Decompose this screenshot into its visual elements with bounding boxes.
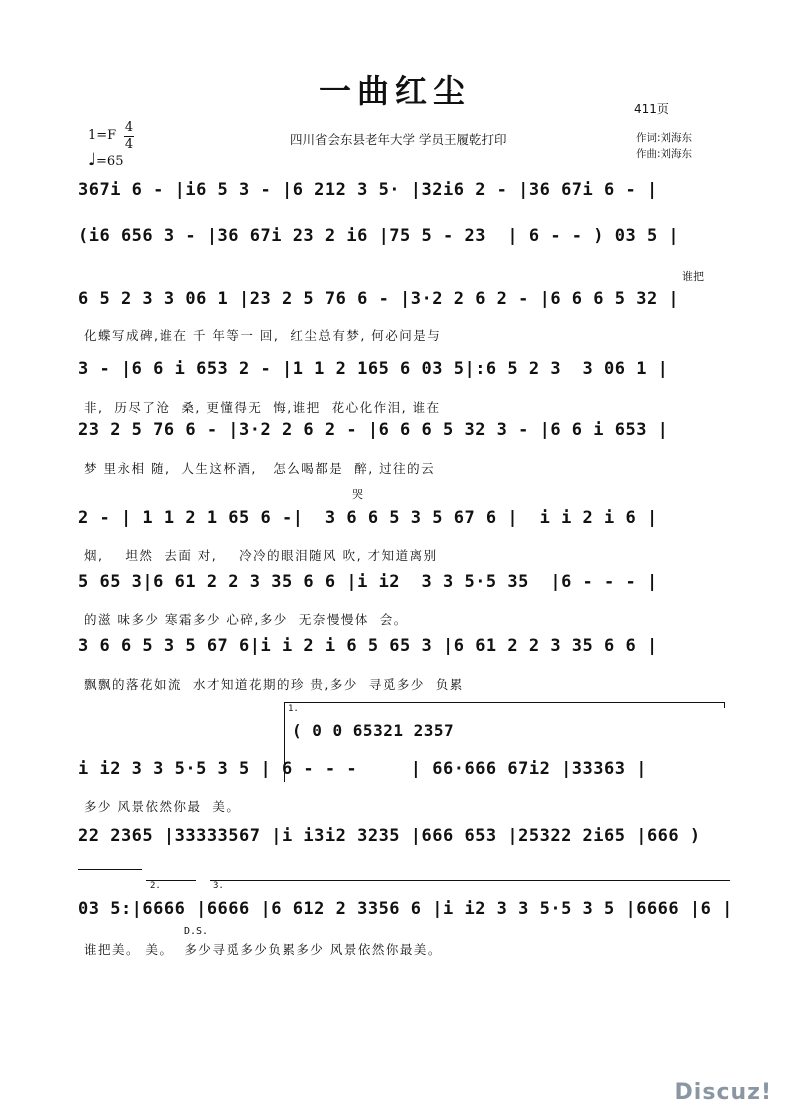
third-ending-bracket — [210, 880, 730, 881]
score-row-6-extra: 哭 — [352, 488, 363, 501]
score-row-11: 03 5:|6666 |6666 |6 612 2 3356 6 |i i2 3 3 5·5 3 5 |6666 |6 | — [78, 899, 733, 919]
score-row-1: 367i 6 - |i6 5 3 - |6 212 3 5· |32i6 2 - |36 67i 6 - | — [78, 180, 658, 200]
first-ending-bracket-right — [724, 702, 725, 708]
score-row-4: 3 - |6 6 i 653 2 - |1 1 2 165 6 03 5|:6 5 2 3 3 06 1 | — [78, 359, 669, 379]
score-row-7: 5 65 3|6 61 2 2 3 35 6 6 |i i2 3 3 5·5 35 |6 - - - | — [78, 572, 658, 592]
site-watermark: Discuz! — [674, 1080, 772, 1105]
composer: 作曲:刘海东 — [636, 148, 693, 160]
lyrics-row-11: 谁把美。 美。 多少寻觅多少负累多少 风景依然你最美。 — [84, 942, 442, 957]
page-number: 411页 — [634, 102, 669, 116]
score-row-5: 23 2 5 76 6 - |3·2 2 6 2 - |6 6 6 5 32 3 - |6 6 i 653 | — [78, 420, 669, 440]
time-sig-top: 4 — [124, 120, 134, 135]
subtitle: 四川省会东县老年大学 学员王履乾打印 — [290, 132, 507, 147]
lyrics-row-7: 的滋 味多少 寒霜多少 心碎,多少 无奈慢慢体 会。 — [84, 612, 408, 627]
tempo-marking — [88, 150, 123, 170]
lyrics-row-6: 烟, 坦然 去面 对, 冷冷的眼泪随风 吹, 才知道离别 — [84, 548, 438, 563]
score-row-2: (i6 656 3 - |36 67i 23 2 i6 |75 5 - 23 | 6 - - ) 03 5 | — [78, 226, 680, 246]
score-row-8: 3 6 6 5 3 5 67 6|i i 2 i 6 5 65 3 |6 61 2 2 3 35 6 6 | — [78, 636, 658, 656]
time-sig-bottom: 4 — [124, 137, 134, 152]
first-ending-label: 1. — [288, 704, 299, 714]
lyrics-row-3: 化蝶写成碑,谁在 千 年等一 回, 红尘总有梦, 何必问是与 — [84, 328, 442, 343]
score-row-3-extra: 谁把 — [682, 270, 704, 283]
ending-bracket-top — [78, 869, 142, 870]
lyrics-row-9: 多少 风景依然你最 美。 — [84, 799, 241, 814]
first-ending-bracket — [284, 702, 724, 703]
score-row-10: 22 2365 |33333567 |i i3i2 3235 |666 653 |25322 2i65 |666 ) — [78, 826, 701, 846]
score-row-3: 6 5 2 3 3 06 1 |23 2 5 76 6 - |3·2 2 6 2 - |6 6 6 5 32 | — [78, 289, 680, 309]
score-row-6: 2 - | 1 1 2 1 65 6 -| 3 6 6 5 3 5 67 6 | i i 2 i 6 | — [78, 508, 658, 528]
lyricist: 作词:刘海东 — [636, 132, 693, 144]
da-segno-mark: D.S. — [184, 926, 209, 937]
quarter-note-icon: ♩ — [88, 150, 97, 170]
song-title: 一曲红尘 — [318, 72, 471, 110]
second-ending-label: 2. — [150, 881, 161, 891]
interlude-line: ( 0 0 65321 2357 — [292, 721, 455, 740]
lyrics-row-5: 梦 里永相 随, 人生这杯酒, 怎么喝都是 醉, 过往的云 — [84, 461, 436, 476]
lyrics-row-8: 飘飘的落花如流 水才知道花期的珍 贵,多少 寻觅多少 负累 — [84, 677, 464, 692]
tempo-value: =65 — [96, 154, 124, 169]
lyrics-row-4: 非, 历尽了沧 桑, 更懂得无 悔,谁把 花心化作泪, 谁在 — [84, 400, 441, 415]
score-row-9: i i2 3 3 5·5 3 5 | 6 - - - | 66·666 67i2 |33363 | — [78, 759, 647, 779]
third-ending-label: 3. — [213, 881, 224, 891]
time-signature — [124, 120, 134, 153]
key-signature: 1=F — [88, 128, 117, 143]
